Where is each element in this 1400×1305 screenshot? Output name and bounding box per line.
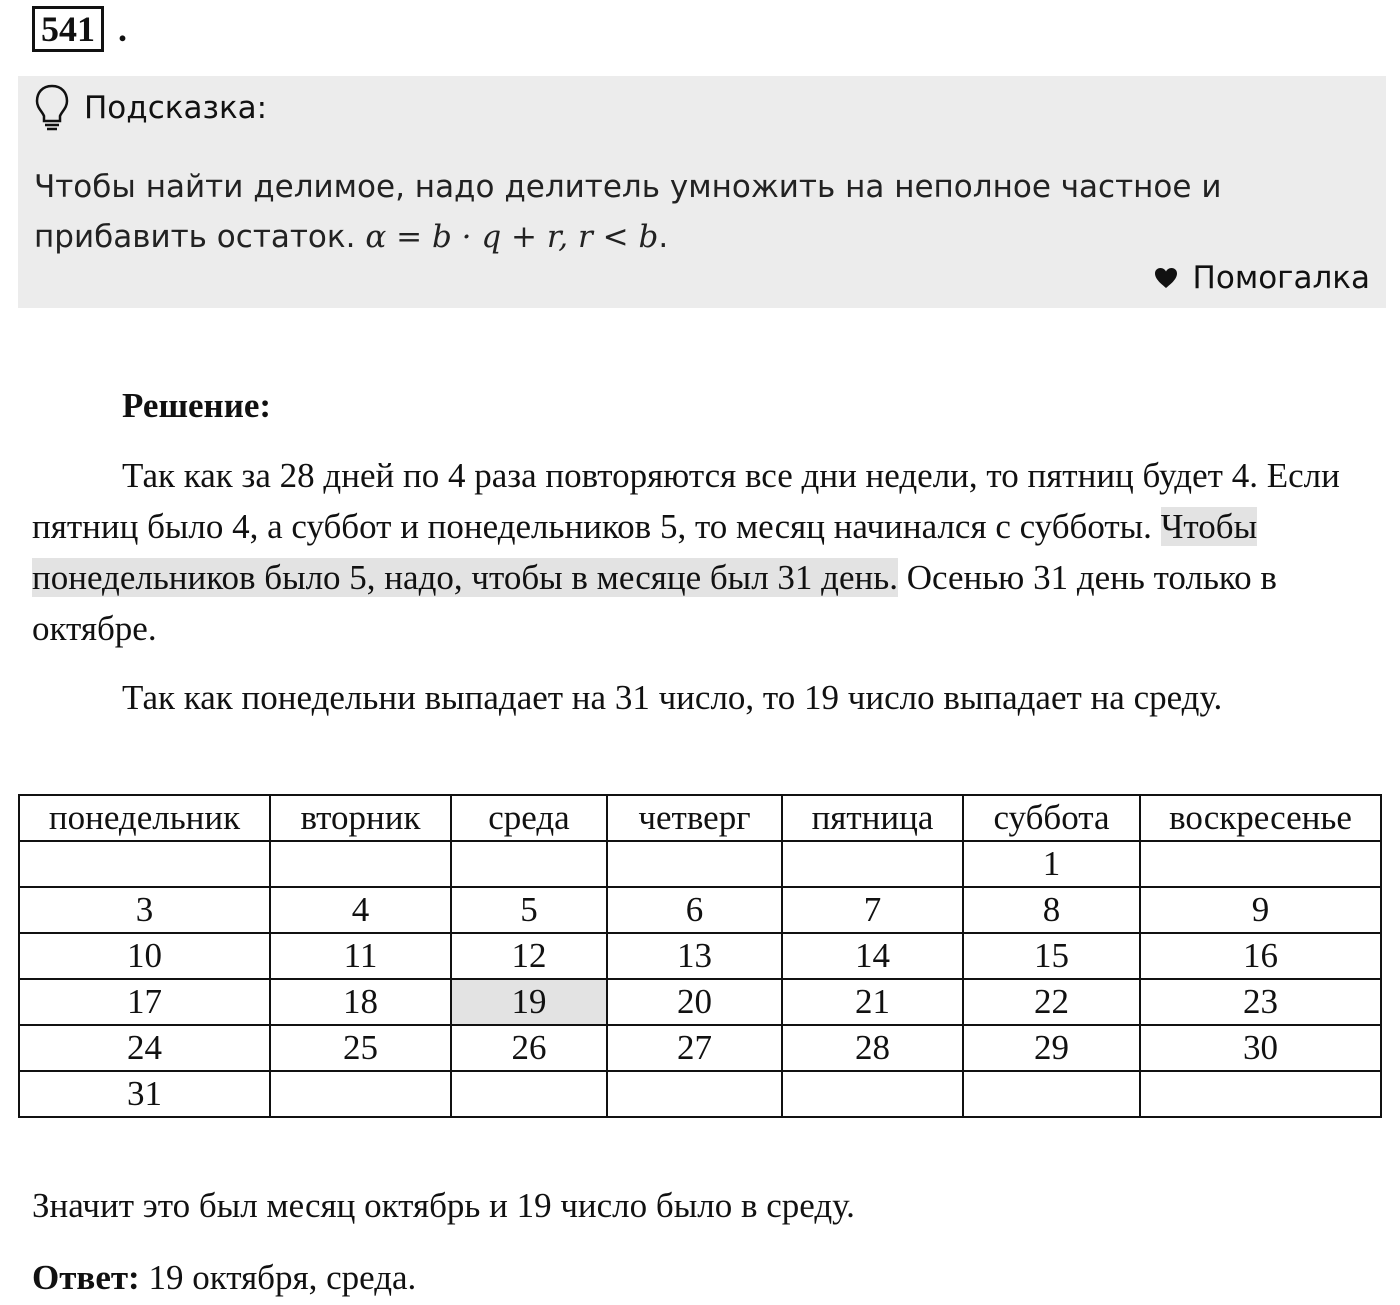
calendar-day-cell — [607, 1071, 782, 1117]
calendar-day-cell: 13 — [607, 933, 782, 979]
calendar-day-cell: 4 — [270, 887, 451, 933]
brand-label[interactable] — [1153, 260, 1370, 296]
calendar-day-cell: 28 — [782, 1025, 963, 1071]
hint-text — [34, 162, 1364, 262]
calendar-day-cell: 9 — [1140, 887, 1381, 933]
calendar-day-cell: 11 — [270, 933, 451, 979]
calendar-day-cell — [607, 841, 782, 887]
calendar-day-cell: 22 — [963, 979, 1140, 1025]
header-tuesday: вторник — [270, 795, 451, 841]
calendar-day-cell — [270, 1071, 451, 1117]
problem-number: 541 — [32, 6, 104, 52]
paragraph-1-end: Осенью 31 день только в октябре. — [32, 558, 1277, 648]
calendar-day-cell: 19 — [451, 979, 607, 1025]
calendar-day-cell: 24 — [19, 1025, 270, 1071]
calendar-day-cell — [1140, 841, 1381, 887]
calendar-day-cell: 23 — [1140, 979, 1381, 1025]
calendar-day-cell: 5 — [451, 887, 607, 933]
calendar-week-row — [19, 887, 1381, 933]
calendar-day-cell — [451, 841, 607, 887]
hint-formula: α = b · q + r, r < b — [365, 219, 659, 255]
conclusion-text: Значит это был месяц октябрь и 19 число было в среду. — [32, 1186, 855, 1225]
calendar-day-cell: 3 — [19, 887, 270, 933]
calendar-week-row — [19, 841, 1381, 887]
calendar-header-row — [19, 795, 1381, 841]
hint-title: Подсказка: — [84, 90, 268, 126]
hint-header — [34, 82, 267, 134]
calendar-day-cell — [963, 1071, 1140, 1117]
header-saturday: суббота — [963, 795, 1140, 841]
answer-label: Ответ: — [32, 1258, 140, 1297]
problem-number-dot: . — [118, 9, 127, 49]
header-friday: пятница — [782, 795, 963, 841]
calendar-day-cell — [451, 1071, 607, 1117]
calendar-day-cell: 31 — [19, 1071, 270, 1117]
calendar-day-cell: 29 — [963, 1025, 1140, 1071]
calendar-day-cell: 25 — [270, 1025, 451, 1071]
solution-heading: Решение: — [122, 386, 272, 425]
calendar-day-cell: 20 — [607, 979, 782, 1025]
calendar-day-cell — [782, 841, 963, 887]
solution-paragraph-2: Так как понедельни выпадает на 31 число, то 19 число выпадает на среду. — [122, 678, 1223, 717]
calendar-day-cell: 14 — [782, 933, 963, 979]
hint-box — [18, 76, 1386, 308]
hint-text-end: . — [658, 219, 669, 255]
paragraph-1-text: Так как за 28 дней по 4 раза повторяются все дни недели, то пятниц будет 4. Если пятниц было 4, а суббот и понедельников 5, то месяц начинался с субботы. — [32, 456, 1340, 546]
lightbulb-icon — [34, 83, 70, 133]
calendar-week-row — [19, 979, 1381, 1025]
calendar-week-row — [19, 933, 1381, 979]
calendar-day-cell: 17 — [19, 979, 270, 1025]
calendar-day-cell: 6 — [607, 887, 782, 933]
header-thursday: четверг — [607, 795, 782, 841]
calendar-day-cell — [270, 841, 451, 887]
calendar-week-row — [19, 1071, 1381, 1117]
calendar-day-cell: 16 — [1140, 933, 1381, 979]
calendar-day-cell: 21 — [782, 979, 963, 1025]
calendar-day-cell: 18 — [270, 979, 451, 1025]
heart-icon — [1153, 266, 1179, 290]
calendar-day-cell: 15 — [963, 933, 1140, 979]
header-wednesday: среда — [451, 795, 607, 841]
calendar-week-row — [19, 1025, 1381, 1071]
calendar-day-cell — [19, 841, 270, 887]
calendar-day-cell: 12 — [451, 933, 607, 979]
calendar-day-cell: 26 — [451, 1025, 607, 1071]
solution-paragraph-1 — [32, 450, 1342, 654]
calendar-table — [18, 794, 1382, 1118]
calendar-day-cell: 8 — [963, 887, 1140, 933]
brand-name: Помогалка — [1192, 260, 1370, 296]
header-monday: понедельник — [19, 795, 270, 841]
calendar-day-cell — [1140, 1071, 1381, 1117]
calendar-day-cell: 27 — [607, 1025, 782, 1071]
highlighted-statement: Чтобы понедельников было 5, надо, чтобы в месяце был 31 день. — [32, 507, 1258, 597]
header-sunday: воскресенье — [1140, 795, 1381, 841]
calendar-day-cell — [782, 1071, 963, 1117]
calendar-day-cell: 7 — [782, 887, 963, 933]
answer-line — [32, 1252, 1342, 1303]
answer-text: 19 октября, среда. — [139, 1258, 417, 1297]
hint-text-main: Чтобы найти делимое, надо делитель умножить на неполное частное и прибавить остаток. — [34, 169, 1222, 255]
calendar-day-cell: 1 — [963, 841, 1140, 887]
calendar-day-cell: 10 — [19, 933, 270, 979]
calendar-day-cell: 30 — [1140, 1025, 1381, 1071]
